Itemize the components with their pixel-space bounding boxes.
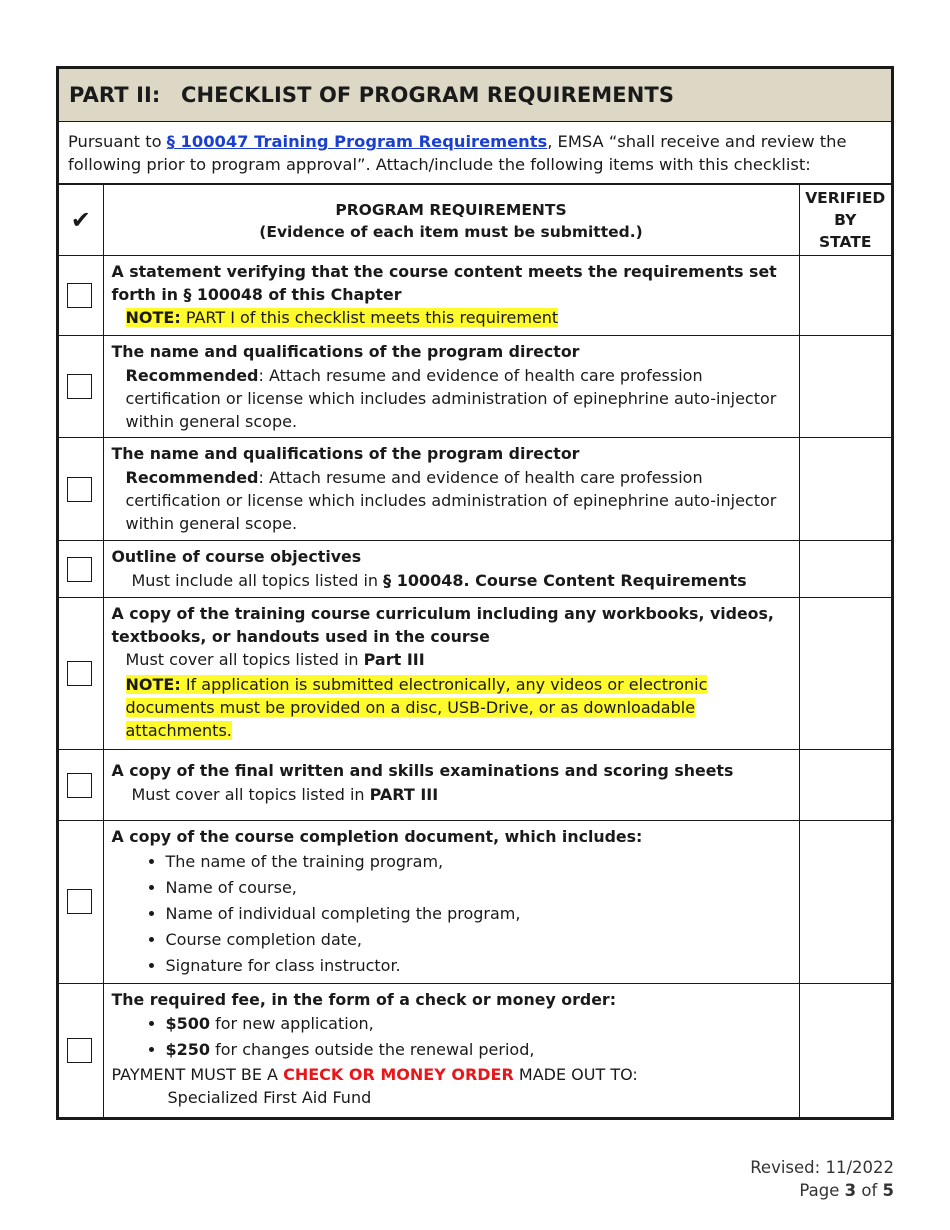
requirement-cell (103, 541, 799, 598)
fee-text: for changes outside the renewal period, (210, 1040, 535, 1059)
verified-cell[interactable] (799, 598, 891, 750)
fee-amount: $250 (165, 1040, 211, 1059)
payment-method-emphasis: CHECK OR MONEY ORDER (283, 1065, 514, 1084)
verified-header-line3: STATE (819, 233, 872, 251)
requirement-title: A copy of the course completion document, which includes: (111, 827, 643, 846)
payment-text-after: MADE OUT TO: (513, 1065, 638, 1084)
requirement-cell (103, 256, 799, 336)
intro-text-before: Pursuant to (68, 132, 167, 151)
total-pages: 5 (882, 1181, 894, 1200)
note-text: If application is submitted electronically, any videos or electronic documents must be provided on a disc, USB-Drive, or as downloadable attachments. (125, 675, 708, 740)
note-text: PART I of this checklist meets this requirement (180, 308, 559, 327)
requirement-title: A copy of the training course curriculum including any workbooks, videos, textbooks, or handouts used in the course (111, 604, 774, 646)
checkbox-program-director[interactable] (67, 374, 92, 399)
table-row (59, 598, 891, 750)
page-number (750, 1179, 894, 1202)
verified-by-state-header (799, 185, 891, 256)
requirement-title: A statement verifying that the course content meets the requirements set forth in § 100048 of this Chapter (111, 262, 777, 304)
verified-header-line1: VERIFIED (805, 189, 886, 207)
payment-instruction (112, 1063, 789, 1086)
checkbox-program-director-2[interactable] (67, 477, 92, 502)
requirement-bold-ref: PART III (369, 784, 439, 804)
list-item (166, 1011, 789, 1037)
highlighted-note (126, 675, 708, 740)
list-item (166, 1037, 789, 1063)
requirements-header (103, 185, 799, 256)
list-item: • Signature for class instructor. (166, 953, 789, 979)
requirement-title: The name and qualifications of the program director (111, 444, 580, 463)
of-label: of (856, 1181, 883, 1200)
note-label: NOTE: (125, 308, 181, 327)
requirement-cell (103, 336, 799, 438)
page-label: Page (799, 1181, 845, 1200)
requirement-text: Must cover all topics listed in (131, 784, 370, 804)
requirement-bold-ref: § 100048. Course Content Requirements (383, 570, 747, 590)
intro-paragraph (59, 122, 891, 185)
list-item: • Course completion date, (166, 927, 789, 953)
verified-cell[interactable] (799, 336, 891, 438)
requirements-header-subtitle: (Evidence of each item must be submitted.) (259, 223, 643, 241)
recommended-label: Recommended (125, 365, 259, 385)
recommended-text: : Attach resume and evidence of health care profession certification or license which includes administration of epinephrine auto-injector within general scope. (125, 365, 777, 431)
verified-header-line2: BY (834, 211, 857, 229)
checkbox-required-fee[interactable] (67, 1038, 92, 1063)
intro-text-after: , EMSA “shall receive and review the following prior to program approval”. Attach/include the following items with this checklist: (68, 132, 847, 174)
verified-cell[interactable] (799, 983, 891, 1117)
part-label: PART II: (69, 83, 161, 107)
verified-cell[interactable] (799, 750, 891, 821)
table-row (59, 750, 891, 821)
requirement-text: Must cover all topics listed in (125, 650, 364, 669)
table-row (59, 983, 891, 1117)
requirement-title: A copy of the final written and skills examinations and scoring sheets (111, 761, 734, 780)
table-row (59, 336, 891, 438)
current-page: 3 (844, 1181, 857, 1200)
page-footer (750, 1156, 894, 1202)
requirement-cell (103, 750, 799, 821)
completion-document-list (112, 849, 789, 979)
requirement-title: The required fee, in the form of a check or money order: (111, 989, 617, 1009)
requirement-cell (103, 438, 799, 541)
requirement-cell (103, 598, 799, 750)
note-label: NOTE: (125, 675, 181, 694)
fee-amount: $500 (165, 1014, 211, 1033)
list-item: • The name of the training program, (166, 849, 789, 875)
verified-cell[interactable] (799, 256, 891, 336)
checkbox-course-objectives[interactable] (67, 557, 92, 582)
list-item: • Name of course, (166, 875, 789, 901)
table-row (59, 256, 891, 336)
requirements-table (59, 185, 891, 1117)
table-row (59, 541, 891, 598)
requirements-header-title: PROGRAM REQUIREMENTS (335, 201, 567, 219)
requirement-cell (103, 983, 799, 1117)
checkbox-completion-document[interactable] (67, 889, 92, 914)
table-header-row (59, 185, 891, 256)
requirement-bold-ref: Part III (363, 650, 425, 669)
verified-cell[interactable] (799, 541, 891, 598)
requirement-title: The name and qualifications of the program director (111, 342, 580, 361)
table-row (59, 821, 891, 984)
regulation-link[interactable]: § 100047 Training Program Requirements (166, 132, 548, 151)
verified-cell[interactable] (799, 438, 891, 541)
list-item: • Name of individual completing the program, (166, 901, 789, 927)
checkbox-curriculum-copy[interactable] (67, 661, 92, 686)
recommended-label: Recommended (125, 467, 259, 487)
highlighted-note (126, 308, 559, 327)
checklist-frame (56, 66, 894, 1120)
fee-text: for new application, (210, 1014, 374, 1033)
checkbox-final-examinations[interactable] (67, 773, 92, 798)
recommended-text: : Attach resume and evidence of health care profession certification or license which includes administration of epinephrine auto-injector within general scope. (125, 467, 777, 533)
verified-cell[interactable] (799, 821, 891, 984)
page-title: CHECKLIST OF PROGRAM REQUIREMENTS (181, 83, 675, 107)
requirement-cell (103, 821, 799, 984)
section-title-bar (59, 69, 891, 122)
requirement-title: Outline of course objectives (111, 547, 362, 566)
table-row (59, 438, 891, 541)
payment-text-before: PAYMENT MUST BE A (111, 1065, 284, 1084)
fee-list (112, 1011, 789, 1063)
revised-date: Revised: 11/2022 (750, 1158, 894, 1177)
requirement-text: Must include all topics listed in (131, 570, 384, 590)
checkmark-icon: ✔ (59, 185, 103, 256)
checkbox-course-content-statement[interactable] (67, 283, 92, 308)
payee-name: Specialized First Aid Fund (167, 1088, 372, 1107)
